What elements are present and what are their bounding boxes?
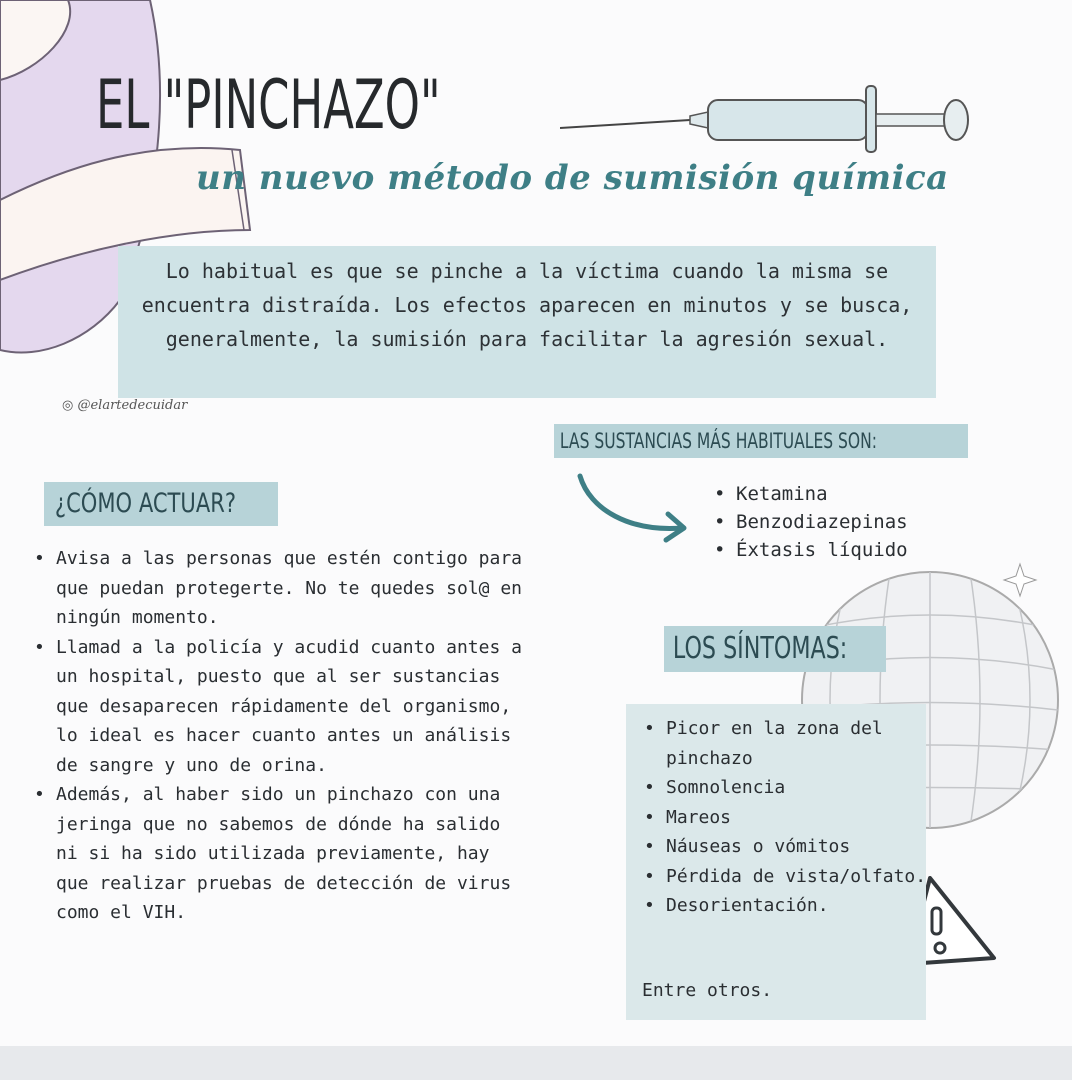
list-item: • Ketamina (712, 480, 908, 508)
bottom-bar (0, 1046, 1072, 1080)
substances-list (712, 480, 908, 564)
syringe-icon (560, 76, 980, 156)
symptoms-footnote: Entre otros. (642, 980, 773, 1001)
actions-heading (44, 482, 278, 526)
actions-list (32, 544, 532, 928)
symptoms-heading-text: LOS SÍNTOMAS: (672, 631, 848, 666)
page-subtitle: un nuevo método de sumisión química (196, 158, 949, 198)
list-item: • Somnolencia (642, 773, 932, 803)
author-handle (62, 398, 187, 413)
arrow-icon (570, 470, 700, 550)
substances-heading-text: LAS SUSTANCIAS MÁS HABITUALES SON: (559, 429, 878, 453)
page-title: EL "PINCHAZO" (96, 66, 441, 145)
list-item: • Pérdida de vista/olfato. (642, 862, 932, 892)
list-item: • Llamad a la policía y acudid cuanto antes a un hospital, puesto que al ser sustancias que desaparecen rápidamente del organismo, lo ideal es hacer cuanto antes un análisis de sangre y uno de orina. (32, 633, 532, 781)
list-item: • Picor en la zona del pinchazo (642, 714, 932, 773)
symptoms-list (642, 714, 932, 921)
substances-heading (554, 424, 968, 458)
list-item: • Náuseas o vómitos (642, 832, 932, 862)
list-item: • Además, al haber sido un pinchazo con una jeringa que no sabemos de dónde ha salido ni si ha sido utilizada previamente, hay que realizar pruebas de detección de virus como el VIH. (32, 780, 532, 928)
symptoms-heading (664, 626, 886, 672)
author-handle-text: @elartedecuidar (77, 398, 188, 413)
list-item: • Mareos (642, 803, 932, 833)
list-item: • Avisa a las personas que estén contigo para que puedan protegerte. No te quedes sol@ en ningún momento. (32, 544, 532, 633)
list-item: • Desorientación. (642, 891, 932, 921)
list-item: • Éxtasis líquido (712, 536, 908, 564)
list-item: • Benzodiazepinas (712, 508, 908, 536)
actions-heading-text: ¿CÓMO ACTUAR? (54, 488, 237, 519)
intro-text: Lo habitual es que se pinche a la víctima cuando la misma se encuentra distraída. Los efectos aparecen en minutos y se busca, generalmente, la sumisión para facilitar la agresión sexual. (141, 259, 913, 351)
instagram-icon: ◎ (62, 398, 78, 413)
